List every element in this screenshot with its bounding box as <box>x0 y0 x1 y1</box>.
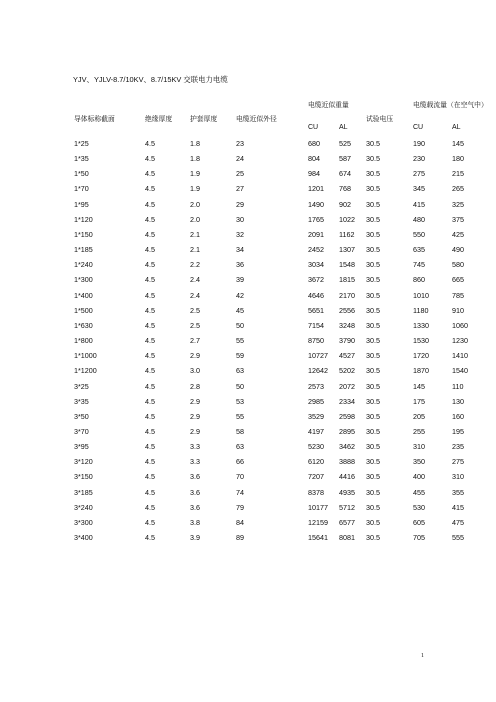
ampacity-cu-cell: 190 <box>413 139 425 148</box>
weight-cu-cell: 3672 <box>308 275 324 285</box>
weight-al-cell: 902 <box>339 199 351 209</box>
weight-al-cell: 5712 <box>339 502 355 512</box>
weight-cu-cell: 2573 <box>308 381 324 391</box>
weight-cu-cell: 10727 <box>308 351 328 361</box>
test-voltage-cell: 30.5 <box>366 229 380 239</box>
conductor-cell: 1*185 <box>74 245 93 255</box>
table-row <box>0 306 496 321</box>
insulation-cell: 4.5 <box>145 260 155 270</box>
sheath-cell: 3.6 <box>190 502 200 512</box>
insulation-cell: 4.5 <box>145 139 155 148</box>
ampacity-al-cell: 490 <box>452 245 464 255</box>
conductor-cell: 3*95 <box>74 442 89 452</box>
table-row <box>0 533 496 548</box>
conductor-cell: 3*70 <box>74 426 89 436</box>
weight-al-cell: 4935 <box>339 487 355 497</box>
sheath-cell: 3.0 <box>190 366 200 376</box>
ampacity-cu-cell: 1180 <box>413 305 429 315</box>
weight-cu-cell: 3529 <box>308 411 324 421</box>
test-voltage-cell: 30.5 <box>366 533 380 543</box>
test-voltage-cell: 30.5 <box>366 517 380 527</box>
table-row <box>0 488 496 503</box>
weight-cu-cell: 8750 <box>308 336 324 346</box>
weight-al-cell: 4416 <box>339 472 355 482</box>
diameter-cell: 58 <box>236 426 244 436</box>
diameter-cell: 24 <box>236 154 244 164</box>
ampacity-cu-cell: 1010 <box>413 290 429 300</box>
ampacity-cu-cell: 175 <box>413 396 425 406</box>
ampacity-al-cell: 130 <box>452 396 464 406</box>
document-title: YJV、YJLV-8.7/10KV、8.7/15KV 交联电力电缆 <box>73 75 228 84</box>
ampacity-cu-cell: 255 <box>413 426 425 436</box>
insulation-cell: 4.5 <box>145 169 155 179</box>
sheath-cell: 1.9 <box>190 184 200 194</box>
test-voltage-cell: 30.5 <box>366 336 380 346</box>
weight-al-cell: 1548 <box>339 260 355 270</box>
sheath-cell: 3.9 <box>190 533 200 543</box>
ampacity-al-cell: 110 <box>452 381 464 391</box>
insulation-cell: 4.5 <box>145 517 155 527</box>
ampacity-al-cell: 1060 <box>452 320 468 330</box>
table-row <box>0 366 496 381</box>
weight-al-cell: 3462 <box>339 442 355 452</box>
ampacity-cu-cell: 705 <box>413 533 425 543</box>
weight-al-cell: 1162 <box>339 229 355 239</box>
ampacity-al-cell: 475 <box>452 517 464 527</box>
header-ampacity-cu: CU <box>413 124 424 131</box>
conductor-cell: 3*300 <box>74 517 93 527</box>
diameter-cell: 50 <box>236 320 244 330</box>
test-voltage-cell: 30.5 <box>366 214 380 224</box>
page-number: 1 <box>421 653 424 659</box>
table-row <box>0 291 496 306</box>
diameter-cell: 55 <box>236 411 244 421</box>
diameter-cell: 53 <box>236 396 244 406</box>
weight-al-cell: 5202 <box>339 366 355 376</box>
sheath-cell: 2.9 <box>190 351 200 361</box>
conductor-cell: 1*70 <box>74 184 89 194</box>
table-row <box>0 260 496 275</box>
ampacity-cu-cell: 745 <box>413 260 425 270</box>
insulation-cell: 4.5 <box>145 487 155 497</box>
ampacity-cu-cell: 350 <box>413 457 425 467</box>
weight-cu-cell: 804 <box>308 154 320 164</box>
header-sheath: 护套厚度 <box>190 115 218 123</box>
conductor-cell: 1*35 <box>74 154 89 164</box>
ampacity-cu-cell: 1870 <box>413 366 429 376</box>
diameter-cell: 29 <box>236 199 244 209</box>
insulation-cell: 4.5 <box>145 411 155 421</box>
ampacity-cu-cell: 145 <box>413 381 425 391</box>
weight-al-cell: 587 <box>339 154 351 164</box>
weight-al-cell: 2334 <box>339 396 355 406</box>
sheath-cell: 3.3 <box>190 457 200 467</box>
weight-al-cell: 8081 <box>339 533 355 543</box>
ampacity-al-cell: 160 <box>452 411 464 421</box>
table-row <box>0 321 496 336</box>
insulation-cell: 4.5 <box>145 320 155 330</box>
insulation-cell: 4.5 <box>145 426 155 436</box>
weight-cu-cell: 2091 <box>308 229 324 239</box>
diameter-cell: 70 <box>236 472 244 482</box>
diameter-cell: 45 <box>236 305 244 315</box>
ampacity-cu-cell: 550 <box>413 229 425 239</box>
sheath-cell: 2.9 <box>190 426 200 436</box>
header-outer-diameter: 电缆近似外径 <box>236 115 277 123</box>
weight-al-cell: 1815 <box>339 275 355 285</box>
sheath-cell: 3.8 <box>190 517 200 527</box>
test-voltage-cell: 30.5 <box>366 396 380 406</box>
insulation-cell: 4.5 <box>145 305 155 315</box>
conductor-cell: 1*150 <box>74 229 93 239</box>
ampacity-al-cell: 180 <box>452 154 464 164</box>
test-voltage-cell: 30.5 <box>366 502 380 512</box>
table-row <box>0 397 496 412</box>
sheath-cell: 2.4 <box>190 275 200 285</box>
ampacity-al-cell: 665 <box>452 275 464 285</box>
ampacity-cu-cell: 230 <box>413 154 425 164</box>
test-voltage-cell: 30.5 <box>366 411 380 421</box>
table-row <box>0 184 496 199</box>
conductor-cell: 3*185 <box>74 487 93 497</box>
table-row <box>0 427 496 442</box>
weight-al-cell: 2556 <box>339 305 355 315</box>
ampacity-al-cell: 310 <box>452 472 464 482</box>
weight-cu-cell: 1201 <box>308 184 324 194</box>
weight-cu-cell: 5651 <box>308 305 324 315</box>
sheath-cell: 2.8 <box>190 381 200 391</box>
insulation-cell: 4.5 <box>145 290 155 300</box>
test-voltage-cell: 30.5 <box>366 245 380 255</box>
conductor-cell: 1*120 <box>74 214 93 224</box>
diameter-cell: 34 <box>236 245 244 255</box>
conductor-cell: 1*240 <box>74 260 93 270</box>
table-row <box>0 139 496 154</box>
ampacity-al-cell: 415 <box>452 502 464 512</box>
diameter-cell: 63 <box>236 442 244 452</box>
sheath-cell: 2.0 <box>190 199 200 209</box>
test-voltage-cell: 30.5 <box>366 169 380 179</box>
test-voltage-cell: 30.5 <box>366 305 380 315</box>
conductor-cell: 1*630 <box>74 320 93 330</box>
diameter-cell: 63 <box>236 366 244 376</box>
weight-al-cell: 2598 <box>339 411 355 421</box>
weight-al-cell: 1022 <box>339 214 355 224</box>
ampacity-al-cell: 195 <box>452 426 464 436</box>
weight-cu-cell: 4646 <box>308 290 324 300</box>
weight-al-cell: 2072 <box>339 381 355 391</box>
sheath-cell: 2.9 <box>190 411 200 421</box>
test-voltage-cell: 30.5 <box>366 442 380 452</box>
insulation-cell: 4.5 <box>145 199 155 209</box>
weight-cu-cell: 5230 <box>308 442 324 452</box>
insulation-cell: 4.5 <box>145 457 155 467</box>
weight-cu-cell: 6120 <box>308 457 324 467</box>
table-row <box>0 472 496 487</box>
weight-cu-cell: 10177 <box>308 502 328 512</box>
ampacity-al-cell: 1230 <box>452 336 468 346</box>
ampacity-cu-cell: 275 <box>413 169 425 179</box>
table-row <box>0 412 496 427</box>
ampacity-al-cell: 425 <box>452 229 464 239</box>
sheath-cell: 1.8 <box>190 139 200 148</box>
ampacity-cu-cell: 205 <box>413 411 425 421</box>
conductor-cell: 3*35 <box>74 396 89 406</box>
ampacity-cu-cell: 415 <box>413 199 425 209</box>
table-row <box>0 336 496 351</box>
conductor-cell: 1*25 <box>74 139 89 148</box>
diameter-cell: 42 <box>236 290 244 300</box>
conductor-cell: 1*50 <box>74 169 89 179</box>
ampacity-al-cell: 555 <box>452 533 464 543</box>
conductor-cell: 3*400 <box>74 533 93 543</box>
conductor-cell: 3*240 <box>74 502 93 512</box>
conductor-cell: 3*50 <box>74 411 89 421</box>
weight-al-cell: 6577 <box>339 517 355 527</box>
test-voltage-cell: 30.5 <box>366 184 380 194</box>
ampacity-al-cell: 785 <box>452 290 464 300</box>
ampacity-al-cell: 235 <box>452 442 464 452</box>
sheath-cell: 2.7 <box>190 336 200 346</box>
sheath-cell: 2.2 <box>190 260 200 270</box>
table-row <box>0 457 496 472</box>
ampacity-al-cell: 325 <box>452 199 464 209</box>
ampacity-cu-cell: 480 <box>413 214 425 224</box>
ampacity-al-cell: 145 <box>452 139 464 148</box>
ampacity-al-cell: 355 <box>452 487 464 497</box>
weight-cu-cell: 680 <box>308 139 320 148</box>
insulation-cell: 4.5 <box>145 214 155 224</box>
ampacity-cu-cell: 1530 <box>413 336 429 346</box>
weight-cu-cell: 2452 <box>308 245 324 255</box>
table-row <box>0 503 496 518</box>
conductor-cell: 1*500 <box>74 305 93 315</box>
table-row <box>0 215 496 230</box>
test-voltage-cell: 30.5 <box>366 260 380 270</box>
weight-cu-cell: 12642 <box>308 366 328 376</box>
table-row <box>0 154 496 169</box>
sheath-cell: 2.5 <box>190 305 200 315</box>
table-row <box>0 200 496 215</box>
weight-al-cell: 3248 <box>339 320 355 330</box>
diameter-cell: 59 <box>236 351 244 361</box>
test-voltage-cell: 30.5 <box>366 154 380 164</box>
test-voltage-cell: 30.5 <box>366 139 380 148</box>
sheath-cell: 1.9 <box>190 169 200 179</box>
insulation-cell: 4.5 <box>145 502 155 512</box>
sheath-cell: 2.0 <box>190 214 200 224</box>
table-body <box>0 139 496 548</box>
insulation-cell: 4.5 <box>145 154 155 164</box>
insulation-cell: 4.5 <box>145 229 155 239</box>
conductor-cell: 3*150 <box>74 472 93 482</box>
weight-al-cell: 3888 <box>339 457 355 467</box>
diameter-cell: 27 <box>236 184 244 194</box>
insulation-cell: 4.5 <box>145 442 155 452</box>
ampacity-cu-cell: 1720 <box>413 351 429 361</box>
weight-al-cell: 3790 <box>339 336 355 346</box>
test-voltage-cell: 30.5 <box>366 457 380 467</box>
insulation-cell: 4.5 <box>145 472 155 482</box>
diameter-cell: 50 <box>236 381 244 391</box>
insulation-cell: 4.5 <box>145 184 155 194</box>
header-conductor: 导体标称截面 <box>74 115 115 123</box>
ampacity-cu-cell: 1330 <box>413 320 429 330</box>
test-voltage-cell: 30.5 <box>366 381 380 391</box>
insulation-cell: 4.5 <box>145 366 155 376</box>
table-row <box>0 442 496 457</box>
diameter-cell: 55 <box>236 336 244 346</box>
ampacity-cu-cell: 530 <box>413 502 425 512</box>
weight-al-cell: 4527 <box>339 351 355 361</box>
ampacity-al-cell: 375 <box>452 214 464 224</box>
diameter-cell: 30 <box>236 214 244 224</box>
diameter-cell: 36 <box>236 260 244 270</box>
weight-cu-cell: 1490 <box>308 199 324 209</box>
table-row <box>0 245 496 260</box>
diameter-cell: 74 <box>236 487 244 497</box>
test-voltage-cell: 30.5 <box>366 275 380 285</box>
insulation-cell: 4.5 <box>145 381 155 391</box>
diameter-cell: 39 <box>236 275 244 285</box>
insulation-cell: 4.5 <box>145 351 155 361</box>
ampacity-cu-cell: 400 <box>413 472 425 482</box>
table-row <box>0 169 496 184</box>
weight-cu-cell: 4197 <box>308 426 324 436</box>
header-weight-cu: CU <box>308 124 319 131</box>
weight-cu-cell: 7154 <box>308 320 324 330</box>
table-row <box>0 230 496 245</box>
ampacity-al-cell: 910 <box>452 305 464 315</box>
sheath-cell: 2.9 <box>190 396 200 406</box>
diameter-cell: 79 <box>236 502 244 512</box>
weight-cu-cell: 12159 <box>308 517 328 527</box>
diameter-cell: 66 <box>236 457 244 467</box>
header-weight: 电缆近似重量 <box>308 101 349 109</box>
header-weight-al: AL <box>339 124 348 131</box>
diameter-cell: 32 <box>236 229 244 239</box>
conductor-cell: 1*95 <box>74 199 89 209</box>
conductor-cell: 1*300 <box>74 275 93 285</box>
weight-cu-cell: 984 <box>308 169 320 179</box>
header-ampacity: 电缆载流量（在空气中） <box>413 101 488 109</box>
sheath-cell: 2.1 <box>190 229 200 239</box>
insulation-cell: 4.5 <box>145 336 155 346</box>
conductor-cell: 3*120 <box>74 457 93 467</box>
test-voltage-cell: 30.5 <box>366 426 380 436</box>
sheath-cell: 3.6 <box>190 472 200 482</box>
ampacity-cu-cell: 455 <box>413 487 425 497</box>
ampacity-al-cell: 265 <box>452 184 464 194</box>
sheath-cell: 2.1 <box>190 245 200 255</box>
ampacity-cu-cell: 860 <box>413 275 425 285</box>
ampacity-cu-cell: 635 <box>413 245 425 255</box>
header-insulation: 绝缘厚度 <box>145 115 173 123</box>
weight-cu-cell: 8378 <box>308 487 324 497</box>
weight-cu-cell: 15641 <box>308 533 328 543</box>
table-row <box>0 275 496 290</box>
insulation-cell: 4.5 <box>145 275 155 285</box>
diameter-cell: 84 <box>236 517 244 527</box>
table-row <box>0 518 496 533</box>
test-voltage-cell: 30.5 <box>366 199 380 209</box>
weight-al-cell: 525 <box>339 139 351 148</box>
weight-al-cell: 674 <box>339 169 351 179</box>
weight-al-cell: 2895 <box>339 426 355 436</box>
ampacity-cu-cell: 605 <box>413 517 425 527</box>
sheath-cell: 3.6 <box>190 487 200 497</box>
table-row <box>0 351 496 366</box>
ampacity-al-cell: 580 <box>452 260 464 270</box>
weight-cu-cell: 2985 <box>308 396 324 406</box>
sheath-cell: 1.8 <box>190 154 200 164</box>
insulation-cell: 4.5 <box>145 245 155 255</box>
ampacity-al-cell: 215 <box>452 169 464 179</box>
diameter-cell: 25 <box>236 169 244 179</box>
test-voltage-cell: 30.5 <box>366 290 380 300</box>
conductor-cell: 1*800 <box>74 336 93 346</box>
test-voltage-cell: 30.5 <box>366 320 380 330</box>
header-test-voltage: 试验电压 <box>366 115 394 123</box>
weight-al-cell: 2170 <box>339 290 355 300</box>
sheath-cell: 2.4 <box>190 290 200 300</box>
sheath-cell: 3.3 <box>190 442 200 452</box>
diameter-cell: 89 <box>236 533 244 543</box>
test-voltage-cell: 30.5 <box>366 351 380 361</box>
test-voltage-cell: 30.5 <box>366 366 380 376</box>
sheath-cell: 2.5 <box>190 320 200 330</box>
insulation-cell: 4.5 <box>145 533 155 543</box>
weight-al-cell: 1307 <box>339 245 355 255</box>
weight-cu-cell: 7207 <box>308 472 324 482</box>
ampacity-al-cell: 1410 <box>452 351 468 361</box>
header-ampacity-al: AL <box>452 124 461 131</box>
conductor-cell: 1*400 <box>74 290 93 300</box>
weight-cu-cell: 3034 <box>308 260 324 270</box>
weight-cu-cell: 1765 <box>308 214 324 224</box>
test-voltage-cell: 30.5 <box>366 472 380 482</box>
insulation-cell: 4.5 <box>145 396 155 406</box>
conductor-cell: 3*25 <box>74 381 89 391</box>
ampacity-cu-cell: 310 <box>413 442 425 452</box>
conductor-cell: 1*1200 <box>74 366 97 376</box>
ampacity-al-cell: 275 <box>452 457 464 467</box>
ampacity-al-cell: 1540 <box>452 366 468 376</box>
table-row <box>0 382 496 397</box>
conductor-cell: 1*1000 <box>74 351 97 361</box>
ampacity-cu-cell: 345 <box>413 184 425 194</box>
weight-al-cell: 768 <box>339 184 351 194</box>
test-voltage-cell: 30.5 <box>366 487 380 497</box>
diameter-cell: 23 <box>236 139 244 148</box>
